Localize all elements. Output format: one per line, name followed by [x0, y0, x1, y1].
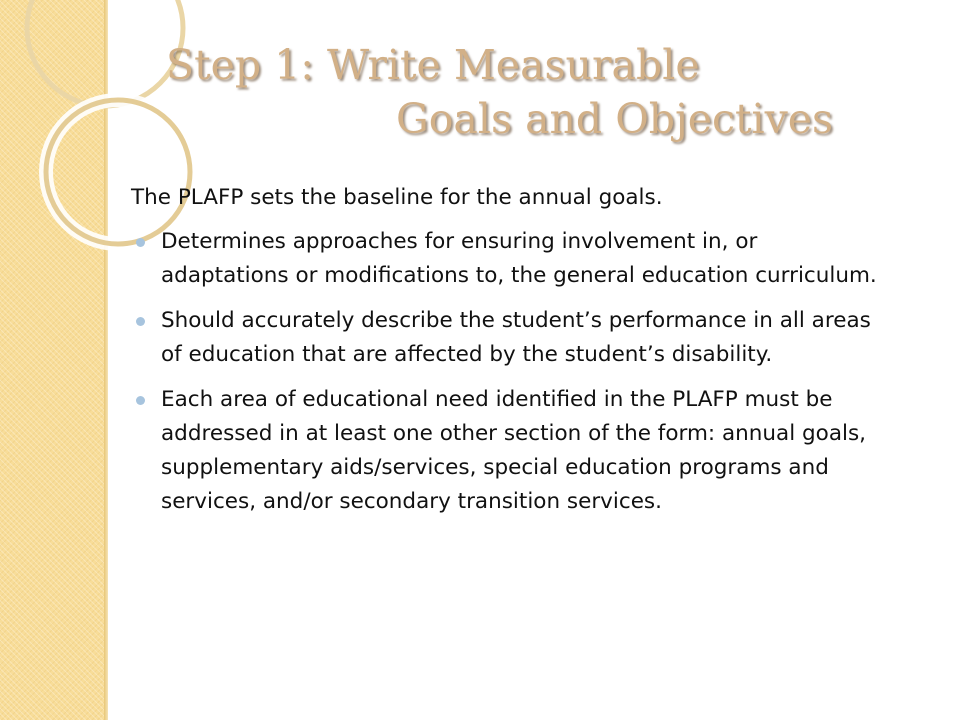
bullet-dot-icon	[136, 317, 145, 326]
bullet-text: Each area of educational need identified in the PLAFP must be addressed in at least one other section of the form: annual goals, supplementary aids/services, special education programs and services, and/or secondary transition services.	[161, 387, 867, 514]
bullet-item-performance	[131, 304, 891, 372]
bullet-text: Determines approaches for ensuring involvement in, or adaptations or modifications to, the general education curriculum.	[161, 229, 877, 288]
bullet-list	[131, 225, 891, 519]
bullet-item-approaches	[131, 225, 891, 293]
slide-title	[166, 38, 926, 146]
bullet-item-educational-need	[131, 383, 891, 519]
side-band-edge	[104, 0, 108, 720]
decorative-side-band	[0, 0, 104, 720]
lead-text: The PLAFP sets the baseline for the annual goals.	[131, 185, 663, 210]
title-line-1: Step 1: Write Measurable	[166, 41, 700, 89]
slide-body	[131, 180, 891, 530]
title-line-2: Goals and Objectives	[396, 95, 834, 143]
bullet-text: Should accurately describe the student’s performance in all areas of education that are affected by the student’s disability.	[161, 308, 871, 367]
bullet-dot-icon	[136, 238, 145, 247]
bullet-dot-icon	[136, 396, 145, 405]
